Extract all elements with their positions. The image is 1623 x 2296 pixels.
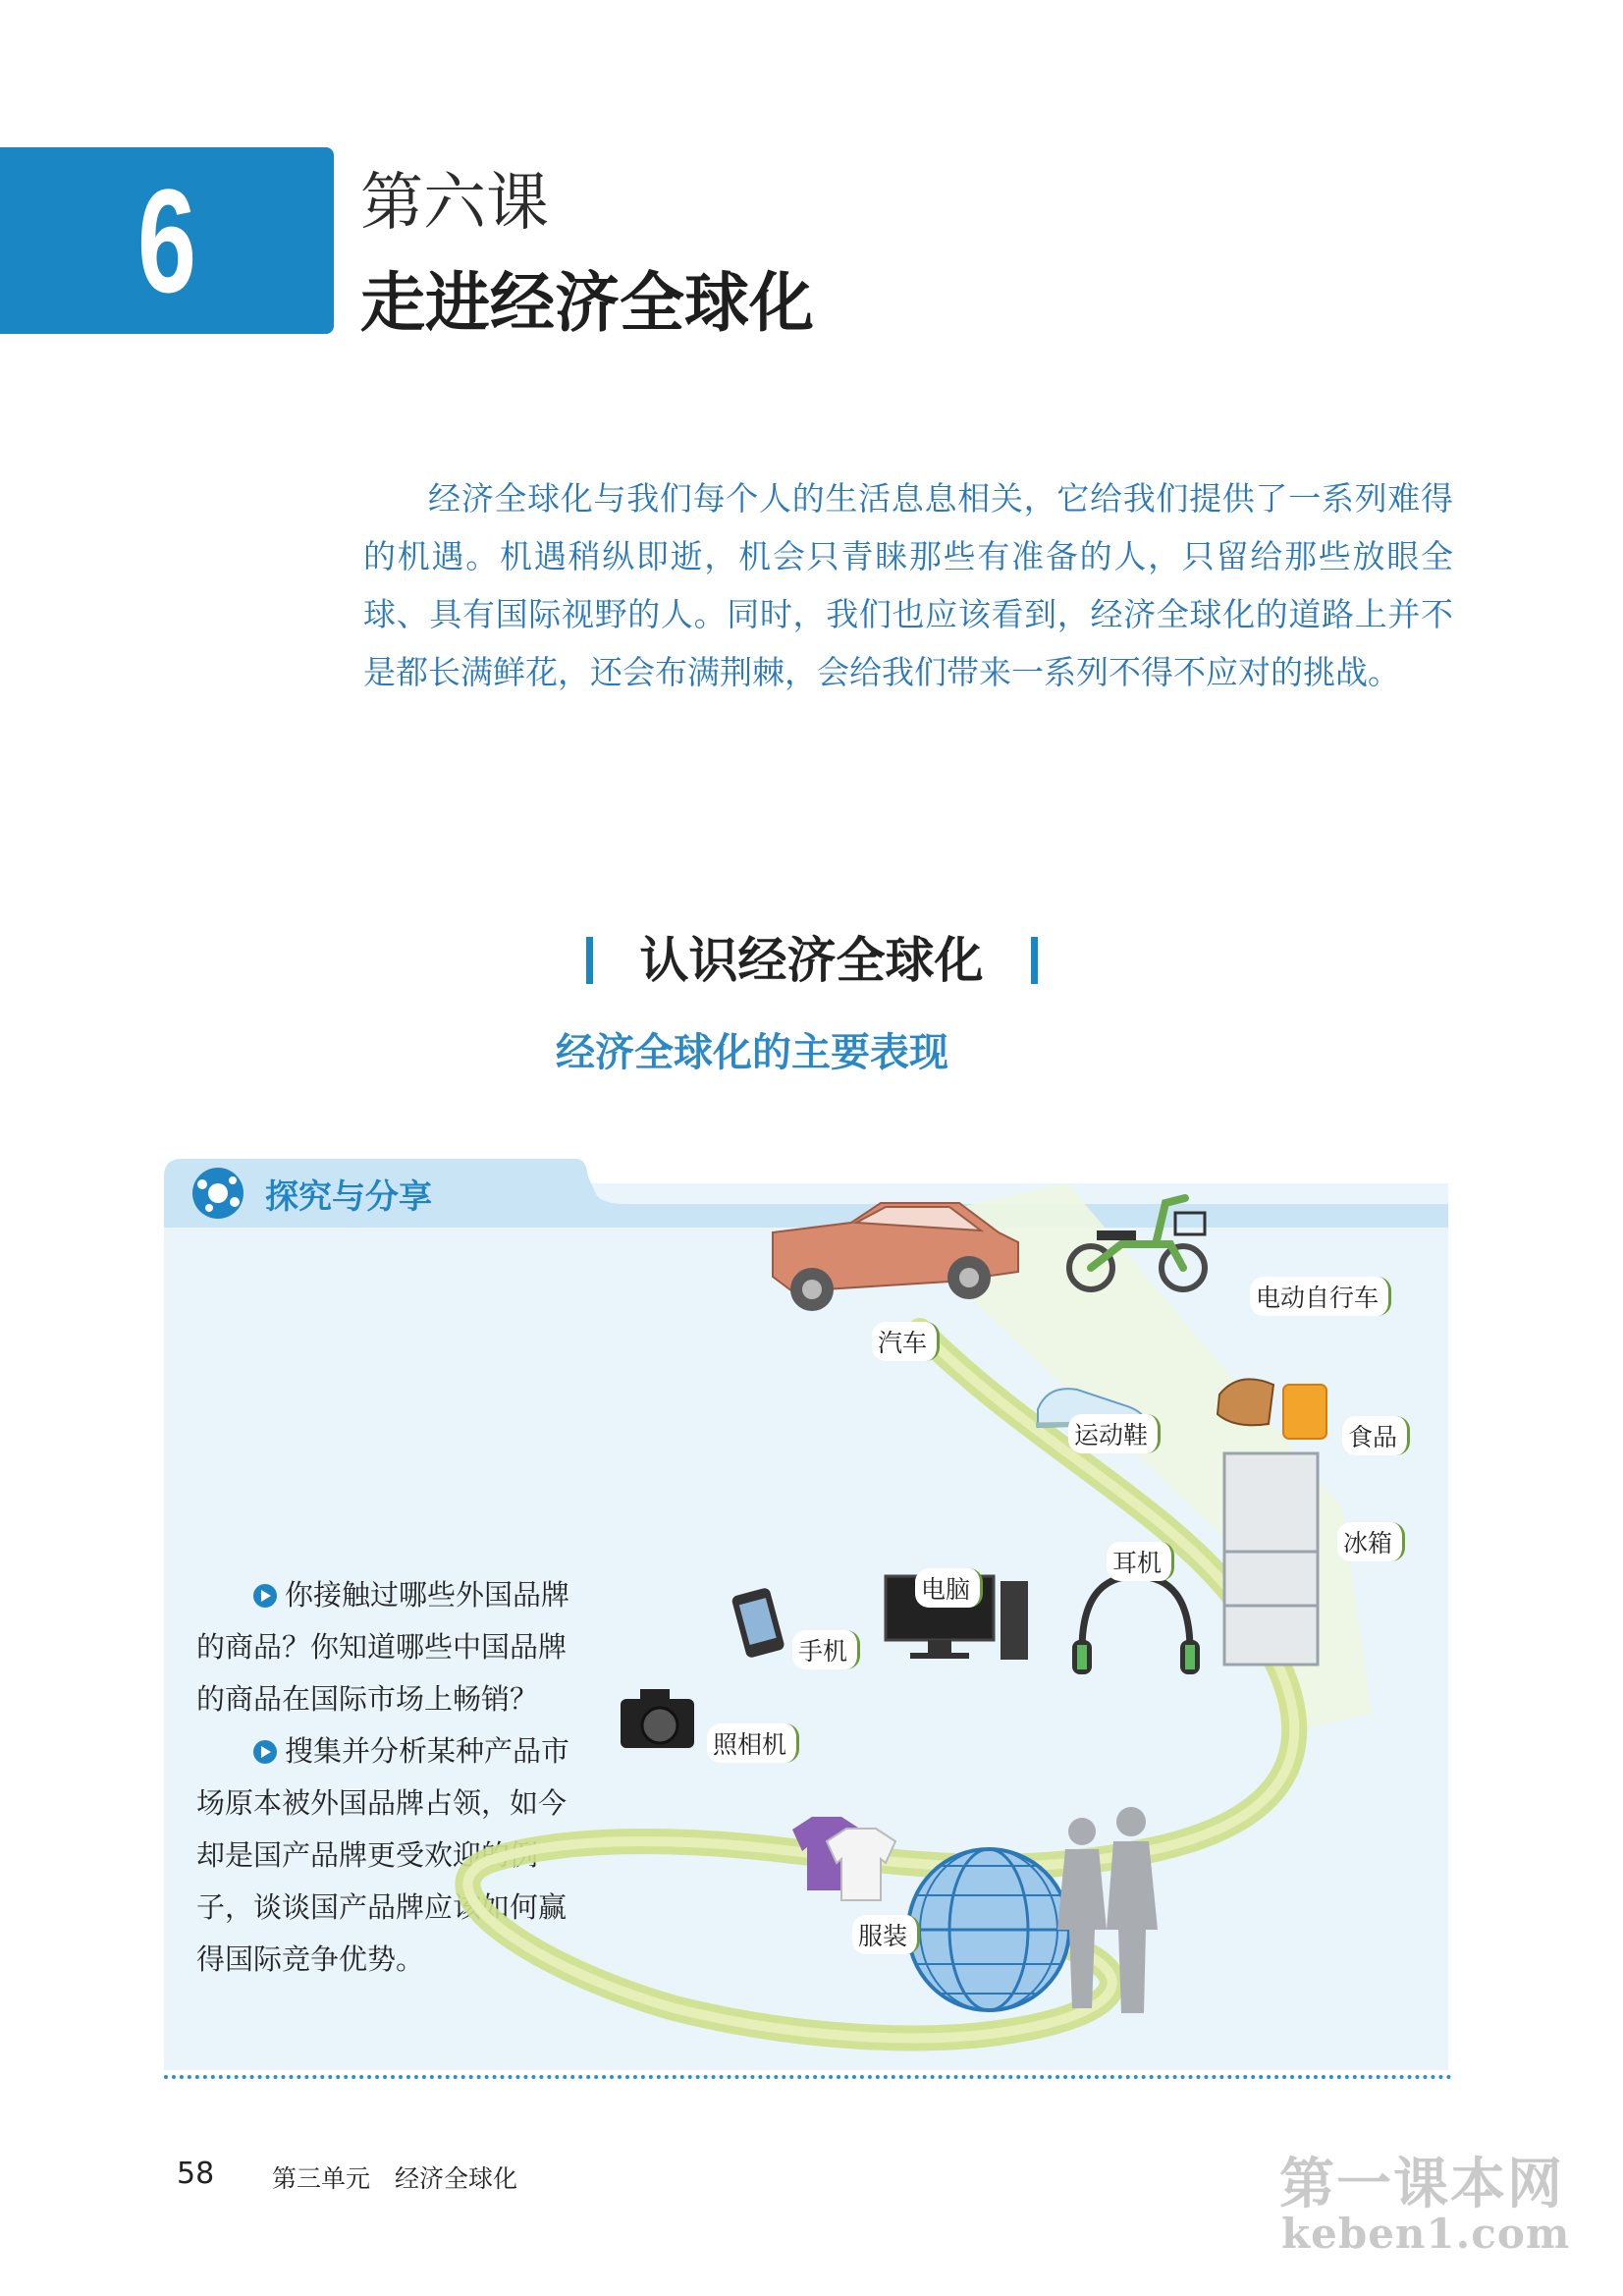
label-phone: 手机 (792, 1630, 860, 1669)
activity-tab-label: 探究与分享 (265, 1177, 432, 1217)
label-shoes: 运动鞋 (1068, 1414, 1161, 1453)
section-heading-text: 认识经济全球化 (639, 932, 984, 989)
footer-unit-title: 经济全球化 (395, 2164, 518, 2193)
watermark-line2: keben1.com (1281, 2210, 1571, 2258)
label-clothes: 服装 (852, 1915, 920, 1954)
intro-text: 经济全球化与我们每个人的生活息息相关，它给我们提供了一系列难得的机遇。机遇稍纵即逝，机会只青睐那些有准备的人，只留给那些放眼全球、具有国际视野的人。同时，我们也应该看到，经济全球化的道路上并不是都长满鲜花，还会布满荆棘，会给我们带来一系列不得不应对的挑战。 (363, 479, 1453, 691)
section-subheading: 经济全球化的主要表现 (556, 1029, 948, 1075)
panel-dotted-divider (164, 2075, 1452, 2079)
lesson-title: 走进经济全球化 (360, 265, 814, 341)
footer-unit: 第三单元 (272, 2164, 371, 2193)
section-heading (0, 921, 1623, 992)
camera-icon (621, 1689, 694, 1748)
intro-paragraph (363, 469, 1453, 701)
label-car: 汽车 (872, 1322, 940, 1361)
label-camera: 照相机 (707, 1723, 799, 1763)
heading-bar-right (1031, 937, 1038, 984)
globe-icon (908, 1849, 1069, 2010)
headphones-icon (1072, 1576, 1200, 1674)
products-illustration (164, 1183, 1448, 2070)
label-ebike: 电动自行车 (1250, 1277, 1391, 1316)
question-1: 你接触过哪些外国品牌的商品？你知道哪些中国品牌的商品在国际市场上畅销？ (196, 1578, 570, 1716)
label-headphones: 耳机 (1107, 1542, 1174, 1581)
watermark-line1: 第一课本网 (1279, 2152, 1564, 2216)
lesson-label: 第六课 (360, 167, 549, 240)
lesson-number: 6 (136, 157, 197, 323)
label-food: 食品 (1342, 1416, 1410, 1455)
label-computer: 电脑 (915, 1568, 983, 1608)
label-fridge: 冰箱 (1337, 1522, 1405, 1561)
page-number: 58 (177, 2157, 215, 2191)
question-2: 搜集并分析某种产品市场原本被外国品牌占领，如今却是国产品牌更受欢迎的例子，谈谈国产品牌应该如何赢得国际竞争优势。 (196, 1734, 570, 1976)
car-icon (773, 1203, 1018, 1311)
phone-icon (730, 1587, 784, 1659)
clothes-icon (792, 1817, 895, 1900)
heading-bar-left (586, 937, 593, 984)
fridge-icon (1224, 1453, 1318, 1665)
